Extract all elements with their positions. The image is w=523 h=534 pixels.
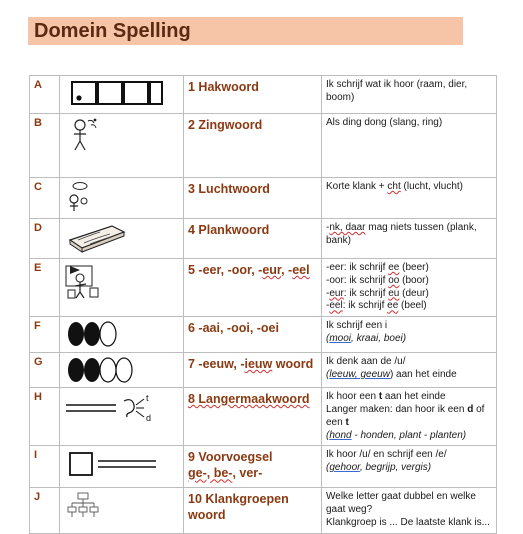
- table-row: [30, 388, 497, 446]
- page-title: Domein Spelling: [34, 20, 191, 42]
- table-row: [30, 114, 497, 178]
- table-row: [30, 219, 497, 259]
- blowing-figure-icon: [64, 181, 104, 215]
- row-name: 1 Hakwoord: [184, 76, 322, 114]
- title-bar: [28, 17, 463, 45]
- row-letter: H: [30, 388, 60, 446]
- voorvoegsel-box-icon: [64, 449, 160, 479]
- row-letter: E: [30, 259, 60, 317]
- row-name: 7 -eeuw, -ieuw woord: [184, 353, 322, 388]
- hakwoord-boxes-icon: [64, 79, 164, 107]
- row-image-cell: [60, 488, 184, 533]
- wooden-plank-icon: [64, 222, 128, 252]
- row-name: 4 Plankwoord: [184, 219, 322, 259]
- row-letter: F: [30, 317, 60, 353]
- row-letter: G: [30, 353, 60, 388]
- row-letter: C: [30, 178, 60, 219]
- row-name: 5 -eer, -oor, -eur, -eel: [184, 259, 322, 317]
- row-name: 6 -aai, -ooi, -oei: [184, 317, 322, 353]
- table-row: [30, 317, 497, 353]
- row-image-cell: [60, 178, 184, 219]
- row-image-cell: [60, 353, 184, 388]
- three-eggs-icon: [64, 320, 124, 348]
- row-image-cell: [60, 446, 184, 488]
- table-row: [30, 178, 497, 219]
- table-row: [30, 488, 497, 533]
- row-description: Ik schrijf wat ik hoor (raam, dier, boom): [322, 76, 497, 114]
- four-eggs-icon: [64, 356, 140, 384]
- row-name: 8 Langermaakwoord: [184, 388, 322, 446]
- row-description: -eer: ik schrijf ee (beer) -oor: ik schrijf oo (boor) -eur: ik schrijf eu (deur) -eel: ik schrijf ee (beel): [322, 259, 497, 317]
- table-row: [30, 353, 497, 388]
- row-description: Welke letter gaat dubbel en welke gaat weg? Klankgroep is ... De laatste klank is...: [322, 488, 497, 533]
- row-description: Als ding dong (slang, ring): [322, 114, 497, 178]
- row-letter: A: [30, 76, 60, 114]
- svg-text:t: t: [146, 393, 149, 404]
- row-letter: J: [30, 488, 60, 533]
- row-image-cell: [60, 388, 184, 446]
- painter-figure-icon: [64, 262, 108, 300]
- row-image-cell: [60, 114, 184, 178]
- row-image-cell: [60, 219, 184, 259]
- svg-text:d: d: [146, 413, 152, 424]
- row-description: Ik denk aan de /u/ (leeuw, geeuw) aan het einde: [322, 353, 497, 388]
- row-name: 2 Zingwoord: [184, 114, 322, 178]
- row-image-cell: [60, 76, 184, 114]
- row-description: Korte klank + cht (lucht, vlucht): [322, 178, 497, 219]
- row-description: Ik schrijf een i (mooi, kraai, boei): [322, 317, 497, 353]
- row-name: 10 Klankgroepen woord: [184, 488, 322, 533]
- row-name: 3 Luchtwoord: [184, 178, 322, 219]
- row-letter: I: [30, 446, 60, 488]
- klankgroepen-tree-icon: [64, 491, 104, 523]
- table-row: [30, 259, 497, 317]
- langermaak-ear-icon: [64, 391, 160, 425]
- row-name: 9 Voorvoegsel ge-, be-, ver-: [184, 446, 322, 488]
- table-row: [30, 76, 497, 114]
- singing-figure-icon: [64, 117, 104, 153]
- row-image-cell: [60, 259, 184, 317]
- spelling-table: [29, 75, 497, 534]
- table-row: [30, 446, 497, 488]
- row-image-cell: [60, 317, 184, 353]
- row-letter: B: [30, 114, 60, 178]
- row-description: -nk, daar mag niets tussen (plank, bank): [322, 219, 497, 259]
- row-letter: D: [30, 219, 60, 259]
- row-description: Ik hoor /u/ en schrijf een /e/ (gehoor, begrijp, vergis): [322, 446, 497, 488]
- row-description: Ik hoor een t aan het einde Langer maken: dan hoor ik een d of een t (hond - honden, plant - planten): [322, 388, 497, 446]
